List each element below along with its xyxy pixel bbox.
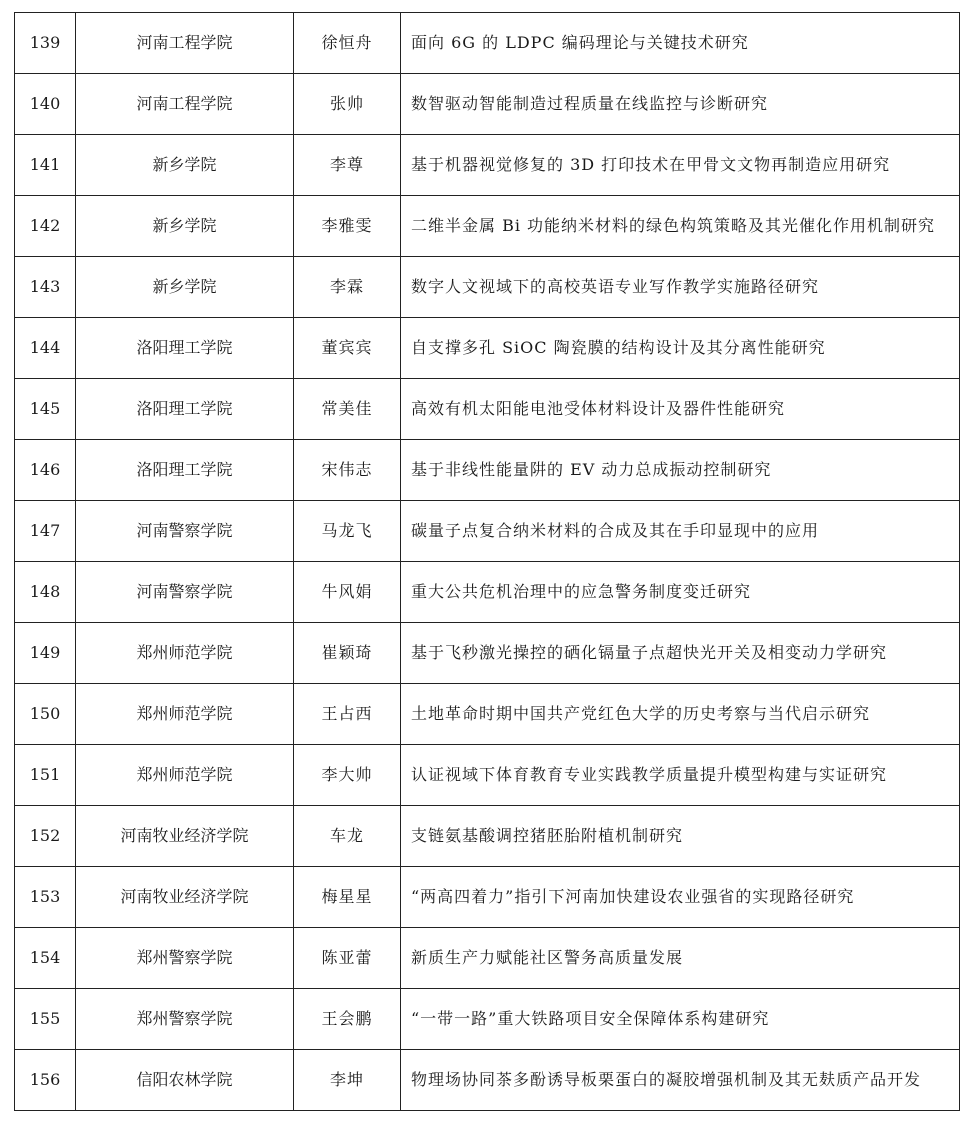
person-name-cell: 李尊 <box>294 135 401 196</box>
table-row <box>15 74 960 135</box>
person-name-cell: 崔颖琦 <box>294 623 401 684</box>
person-name-cell: 牛风娟 <box>294 562 401 623</box>
project-title-cell: “一带一路”重大铁路项目安全保障体系构建研究 <box>401 989 960 1050</box>
person-name-cell: 李雅雯 <box>294 196 401 257</box>
table-row <box>15 318 960 379</box>
project-title-cell: 数智驱动智能制造过程质量在线监控与诊断研究 <box>401 74 960 135</box>
person-name-cell: 张帅 <box>294 74 401 135</box>
row-number: 142 <box>15 196 76 257</box>
person-name-cell: 陈亚蕾 <box>294 928 401 989</box>
row-number: 152 <box>15 806 76 867</box>
table-row <box>15 379 960 440</box>
institution-cell: 河南警察学院 <box>76 501 294 562</box>
project-title-cell: 重大公共危机治理中的应急警务制度变迁研究 <box>401 562 960 623</box>
institution-cell: 郑州师范学院 <box>76 745 294 806</box>
institution-cell: 洛阳理工学院 <box>76 379 294 440</box>
institution-cell: 河南警察学院 <box>76 562 294 623</box>
project-title-cell: 碳量子点复合纳米材料的合成及其在手印显现中的应用 <box>401 501 960 562</box>
institution-cell: 郑州警察学院 <box>76 928 294 989</box>
row-number: 153 <box>15 867 76 928</box>
person-name-cell: 董宾宾 <box>294 318 401 379</box>
institution-cell: 信阳农林学院 <box>76 1050 294 1111</box>
row-number: 139 <box>15 13 76 74</box>
institution-cell: 河南牧业经济学院 <box>76 806 294 867</box>
person-name-cell: 李霖 <box>294 257 401 318</box>
row-number: 150 <box>15 684 76 745</box>
project-title-cell: 土地革命时期中国共产党红色大学的历史考察与当代启示研究 <box>401 684 960 745</box>
table-row <box>15 989 960 1050</box>
institution-cell: 郑州警察学院 <box>76 989 294 1050</box>
row-number: 140 <box>15 74 76 135</box>
table-row <box>15 440 960 501</box>
institution-cell: 洛阳理工学院 <box>76 318 294 379</box>
project-title-cell: 二维半金属 Bi 功能纳米材料的绿色构筑策略及其光催化作用机制研究 <box>401 196 960 257</box>
person-name-cell: 李坤 <box>294 1050 401 1111</box>
institution-cell: 洛阳理工学院 <box>76 440 294 501</box>
project-table <box>14 12 960 1111</box>
row-number: 155 <box>15 989 76 1050</box>
table-row <box>15 623 960 684</box>
person-name-cell: 马龙飞 <box>294 501 401 562</box>
row-number: 149 <box>15 623 76 684</box>
table-row <box>15 257 960 318</box>
row-number: 146 <box>15 440 76 501</box>
project-title-cell: 基于机器视觉修复的 3D 打印技术在甲骨文文物再制造应用研究 <box>401 135 960 196</box>
row-number: 151 <box>15 745 76 806</box>
project-title-cell: 物理场协同茶多酚诱导板栗蛋白的凝胶增强机制及其无麸质产品开发 <box>401 1050 960 1111</box>
project-title-cell: 基于非线性能量阱的 EV 动力总成振动控制研究 <box>401 440 960 501</box>
person-name-cell: 王占西 <box>294 684 401 745</box>
person-name-cell: 李大帅 <box>294 745 401 806</box>
person-name-cell: 徐恒舟 <box>294 13 401 74</box>
project-title-cell: 支链氨基酸调控猪胚胎附植机制研究 <box>401 806 960 867</box>
table-row <box>15 867 960 928</box>
row-number: 141 <box>15 135 76 196</box>
row-number: 154 <box>15 928 76 989</box>
row-number: 145 <box>15 379 76 440</box>
table-body <box>15 13 960 1111</box>
table-row <box>15 501 960 562</box>
person-name-cell: 常美佳 <box>294 379 401 440</box>
project-title-cell: “两高四着力”指引下河南加快建设农业强省的实现路径研究 <box>401 867 960 928</box>
row-number: 148 <box>15 562 76 623</box>
project-title-cell: 自支撑多孔 SiOC 陶瓷膜的结构设计及其分离性能研究 <box>401 318 960 379</box>
project-title-cell: 认证视域下体育教育专业实践教学质量提升模型构建与实证研究 <box>401 745 960 806</box>
table-row <box>15 562 960 623</box>
row-number: 147 <box>15 501 76 562</box>
table-row <box>15 928 960 989</box>
row-number: 143 <box>15 257 76 318</box>
table-row <box>15 196 960 257</box>
project-title-cell: 新质生产力赋能社区警务高质量发展 <box>401 928 960 989</box>
row-number: 156 <box>15 1050 76 1111</box>
institution-cell: 新乡学院 <box>76 196 294 257</box>
institution-cell: 河南工程学院 <box>76 13 294 74</box>
table-row <box>15 745 960 806</box>
project-title-cell: 高效有机太阳能电池受体材料设计及器件性能研究 <box>401 379 960 440</box>
table-row <box>15 135 960 196</box>
person-name-cell: 车龙 <box>294 806 401 867</box>
person-name-cell: 王会鹏 <box>294 989 401 1050</box>
row-number: 144 <box>15 318 76 379</box>
institution-cell: 河南工程学院 <box>76 74 294 135</box>
institution-cell: 新乡学院 <box>76 257 294 318</box>
institution-cell: 郑州师范学院 <box>76 684 294 745</box>
project-title-cell: 数字人文视域下的高校英语专业写作教学实施路径研究 <box>401 257 960 318</box>
person-name-cell: 梅星星 <box>294 867 401 928</box>
project-title-cell: 基于飞秒激光操控的硒化镉量子点超快光开关及相变动力学研究 <box>401 623 960 684</box>
person-name-cell: 宋伟志 <box>294 440 401 501</box>
project-title-cell: 面向 6G 的 LDPC 编码理论与关键技术研究 <box>401 13 960 74</box>
institution-cell: 新乡学院 <box>76 135 294 196</box>
institution-cell: 郑州师范学院 <box>76 623 294 684</box>
table-row <box>15 806 960 867</box>
table-row <box>15 684 960 745</box>
table-row <box>15 13 960 74</box>
table-row <box>15 1050 960 1111</box>
institution-cell: 河南牧业经济学院 <box>76 867 294 928</box>
